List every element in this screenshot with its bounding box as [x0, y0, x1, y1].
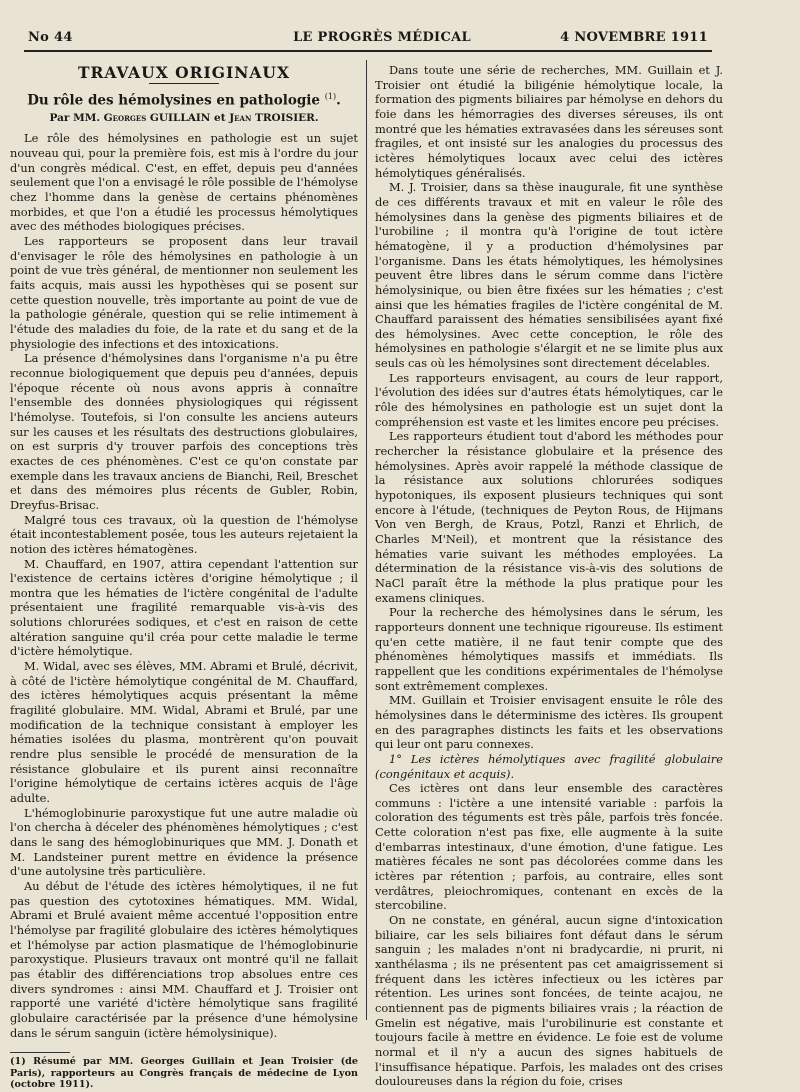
paragraph: MM. Guillain et Troisier envisagent ensuite le rôle des hémolysines dans le déterminisme des ictères. Ils groupent en des paragraphes distincts les faits et les observations qui leur ont paru connexes.: [375, 693, 723, 752]
subsection-heading: 1° Les ictères hémolytiques avec fragilité globulaire (congénitaux et acquis).: [375, 751, 723, 781]
paragraph: Malgré tous ces travaux, où la question de l'hémolyse était incontestablement posée, tous les auteurs rejetaient la notion des ictères hématogènes.: [10, 512, 358, 556]
paragraph: M. Chauffard, en 1907, attira cependant l'attention sur l'existence de certains ictères d'origine hémolytique ; il montra que les hématies de l'ictère congénital de l'adulte présentaient une fragilité remarquable vis-à-vis des solutions chlorurées sodiques, et c'est en raison de cette altération sanguine qu'il créa pour cette maladie le terme d'ictère hémolytique.: [10, 556, 358, 659]
paragraph: Les rapporteurs se proposent dans leur travail d'envisager le rôle des hémolysines en pathologie à un point de vue très général, de mentionner non seulement les faits acquis, mais aussi les hypothèses qui se posent sur cette question nouvelle, très importante au point de vue de la pathologie générale, question qui se relie intimement à l'étude des maladies du foie, de la rate et du sang et de la physiologie des infections et des intoxications.: [10, 234, 358, 351]
section-title: TRAVAUX ORIGINAUX: [78, 63, 290, 82]
paragraph: Les rapporteurs étudient tout d'abord les méthodes pour rechercher la résistance globulaire et la présence des hémolysines. Après avoir rappelé la méthode classique de la résistance aux solutions chlorurées sodiques hypotoniques, ils exposent plusieurs techniques qui sont encore à l'étude, (techniques de Peyton Rous, de Hijmans Von ven Bergh, de Kraus, Potzl, Ranzi et Ehrlich, de Charles M'Neil), et montrent que la résistance des hématies varie suivant les méthodes employées. La détermination de la résistance vis-à-vis des solutions de NaCl paraît être la méthode la plus pratique pour les examens cliniques.: [375, 429, 723, 605]
paragraph: Dans toute une série de recherches, MM. Guillain et J. Troisier ont étudié la biligénie hémolytique locale, la formation des pigments biliaires par hémolyse en dehors du foie dans les hémorragies des diverses séreuses, ils ont montré que les hématies extravasées dans les séreuses sont fragiles, et ont insisté sur les analogies du processus des ictères hémolytiques locaux avec celui des ictères hémolytiques généralisés.: [375, 63, 723, 180]
column-divider: [366, 60, 367, 1020]
paragraph: Les rapporteurs envisagent, au cours de leur rapport, l'évolution des idées sur d'autres états hémolytiques, car le rôle des hémolysines en pathologie est un sujet dont la compréhension est vaste et les limites encore peu précises.: [375, 370, 723, 429]
issue-date: 4 NOVEMBRE 1911: [560, 30, 708, 45]
paragraph: Au début de l'étude des ictères hémolytiques, il ne fut pas question des cytotoxines hématiques. MM. Widal, Abrami et Brulé avaient même accentué l'opposition entre l'hémolyse par fragilité globulaire des ictères hémolytiques et l'hémolyse par action plasmatique de l'hémoglobinurie paroxystique. Plusieurs travaux ont montré qu'il ne fallait pas établir des différenciations trop absolues entre ces divers syndromes : ainsi MM. Chauffard et J. Troisier ont rapporté une variété d'ictère hémolytique sans fragilité globulaire caractérisée par la présence d'une hémolysine dans le sérum sanguin (ictère hémolysinique).: [10, 878, 358, 1040]
section-title-rule: [149, 83, 219, 84]
paragraph: L'hémoglobinurie paroxystique fut une autre maladie où l'on chercha à déceler des phénomènes hémolytiques ; c'est dans le sang des hémoglobinuriques que MM. J. Donath et M. Landsteiner purent mettre en évidence la présence d'une autolysine très particulière.: [10, 805, 358, 879]
footnote-rule: [10, 1052, 70, 1053]
byline: [10, 111, 358, 126]
journal-title: LE PROGRÈS MÉDICAL: [293, 30, 471, 45]
paragraph: On ne constate, en général, aucun signe d'intoxication biliaire, car les sels biliaires font défaut dans le sérum sanguin ; les malades n'ont ni bradycardie, ni prurit, ni xanthélasma ; ils ne présentent pas cet amaigrissement si fréquent dans les ictères infectieux ou les ictères par rétention. Les urines sont foncées, de teinte acajou, ne contiennent pas de pigments biliaires vrais ; la réaction de Gmelin est négative, mais l'urobilinurie est constante et toujours facile à mettre en évidence. Le foie est de volume normal et il n'y a aucun des signes habituels de l'insuffisance hépatique. Parfois, les malades ont des crises douloureuses dans la région du foie, crises: [375, 913, 723, 1089]
article-title: Du rôle des hémolysines en pathologie $^{(1)}$.: [27, 91, 341, 109]
paragraph: M. J. Troisier, dans sa thèse inaugurale, fit une synthèse de ces différents travaux et mit en valeur le rôle des hémolysines dans la genèse des pigments biliaires et de l'urobiline ; il montra qu'à l'origine de tout ictère hématogène, il y a production d'hémolysines par l'organisme. Dans les états hémolytiques, les hémolysines peuvent être libres dans le sérum comme dans l'ictère hémolysinique, ou bien être fixées sur les hématies ; c'est ainsi que les hématies fragiles de l'ictère congénital de M. Chauffard paraissent des hématies sensibilisées ayant fixé des hémolysines. Avec cette conception, le rôle des hémolysines en pathologie s'élargit et ne se limite plus aux seuls cas où les hémolysines sont directement décelables.: [375, 180, 723, 371]
paragraph: Pour la recherche des hémolysines dans le sérum, les rapporteurs donnent une technique rigoureuse. Ils estiment qu'en cette matière, il ne faut tenir compte que des phénomènes hémolytiques massifs et immédiats. Ils rappellent que les conditions expérimentales de l'hémolyse sont extrêmement complexes.: [375, 605, 723, 693]
left-column: [10, 63, 358, 1091]
byline-prefix: Par MM.: [49, 111, 101, 124]
paragraph: Ces ictères ont dans leur ensemble des caractères communs : l'ictère a une intensité variable : parfois la coloration des téguments est très pâle, parfois très foncée. Cette coloration n'est pas fixe, elle augmente à la suite d'embarras intestinaux, d'une émotion, d'une fatigue. Les matières fécales ne sont pas décolorées comme dans les ictères par rétention ; parfois, au contraire, elles sont verdâtres, pleiochromiques, contenant en excès de la stercobiline.: [375, 781, 723, 913]
issue-number: No 44: [28, 30, 73, 45]
footnote: (1) Résumé par MM. Georges Guillain et Jean Troisier (de Paris), rapporteurs au Congrès français de médecine de Lyon (octobre 1911).: [10, 1056, 358, 1091]
byline-and: et: [214, 111, 226, 124]
author-name: Jean TROISIER.: [229, 111, 319, 124]
footnote-marker: (1): [324, 91, 337, 101]
paragraph: M. Widal, avec ses élèves, MM. Abrami et Brulé, décrivit, à côté de l'ictère hémolytique congénital de M. Chauffard, des ictères hémolytiques acquis présentant la même fragilité globulaire. MM. Widal, Abrami et Brulé, par une modification de la technique consistant à employer les hématies isolées du plasma, montrèrent qu'on pouvait rendre plus sensible le procédé de mensuration de la résistance globulaire et ils purent ainsi reconnaître l'origine hémolytique de certains ictères acquis de l'âge adulte.: [10, 659, 358, 805]
paragraph: La présence d'hémolysines dans l'organisme n'a pu être reconnue biologiquement que depuis peu d'années, depuis l'époque récente où nous avons appris à connaître l'ensemble des données physiologiques qui régissent l'hémolyse. Toutefois, si l'on consulte les anciens auteurs sur les causes et les résultats des destructions globulaires, on est surpris d'y trouver parfois des conceptions très exactes de ces phénomènes. C'est ce qu'on constate par exemple dans les travaux anciens de Bianchi, Reil, Breschet et dans des mémoires plus récents de Gubler, Robin, Dreyfus-Brisac.: [10, 351, 358, 512]
right-column: [375, 63, 723, 1089]
author-name: Georges GUILLAIN: [103, 111, 211, 124]
header-rule: [24, 50, 712, 52]
article-title-text: Du rôle des hémolysines en pathologie: [27, 92, 321, 109]
paragraph: Le rôle des hémolysines en pathologie est un sujet nouveau qui, pour la première fois, est mis à l'ordre du jour d'un congrès médical. C'est, en effet, depuis peu d'années seulement que l'on a envisagé le rôle possible de l'hémolyse chez l'homme dans la genèse de certains phénomènes morbides, et que l'on a étudié les processus hémolytiques avec des méthodes biologiques précises.: [10, 131, 358, 234]
page-header: [0, 0, 800, 56]
